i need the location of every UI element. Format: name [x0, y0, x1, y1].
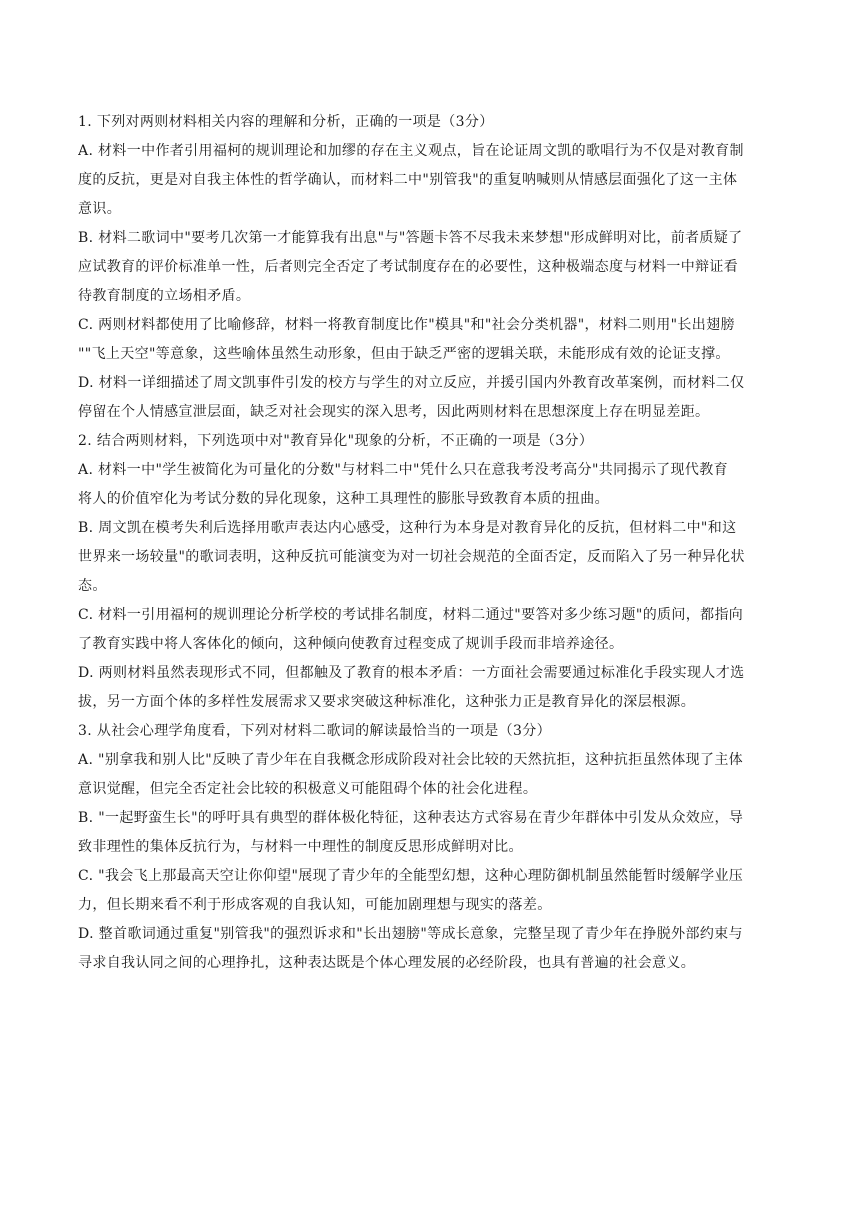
question-2-option-a	[78, 456, 784, 514]
question-1-option-a	[78, 137, 784, 224]
question-1-option-b	[78, 224, 784, 311]
option-line: D. 两则材料虽然表现形式不同，但都触及了教育的根本矛盾：一方面社会需要通过标准化手段实现人才选	[78, 665, 745, 681]
question-1-stem: 1. 下列对两则材料相关内容的理解和分析，正确的一项是（3分）	[78, 114, 494, 130]
option-line: C. 材料一引用福柯的规训理论分析学校的考试排名制度，材料二通过"要答对多少练习题"的质问，都指向	[78, 607, 744, 623]
question-3-option-b	[78, 804, 784, 862]
question-1-option-d	[78, 369, 784, 427]
question-2-option-b	[78, 514, 784, 601]
option-line: A. "别拿我和别人比"反映了青少年在自我概念形成阶段对社会比较的天然抗拒，这种抗拒虽然体现了主体	[78, 752, 744, 768]
option-line: 度的反抗，更是对自我主体性的哲学确认，而材料二中"别管我"的重复呐喊则从情感层面强化了这一主体	[78, 172, 738, 188]
option-line: A. 材料一中"学生被简化为可量化的分数"与材料二中"凭什么只在意我考没考高分"共同揭示了现代教育	[78, 462, 728, 478]
option-line: 意识。	[78, 201, 122, 217]
option-line: 应试教育的评价标准单一性，后者则完全否定了考试制度存在的必要性，这种极端态度与材料一中辩证看	[78, 259, 739, 275]
option-line: 了教育实践中将人客体化的倾向，这种倾向使教育过程变成了规训手段而非培养途径。	[78, 636, 624, 652]
option-line: 态。	[78, 578, 107, 594]
question-2-option-c	[78, 601, 784, 659]
option-line: 致非理性的集体反抗行为，与材料一中理性的制度反思形成鲜明对比。	[78, 839, 523, 855]
option-line: ""飞上天空"等意象，这些喻体虽然生动形象，但由于缺乏严密的逻辑关联，未能形成有效的论证支撑。	[78, 346, 730, 362]
option-line: 意识觉醒，但完全否定社会比较的积极意义可能阻碍个体的社会化进程。	[78, 781, 538, 797]
option-line: 将人的价值窄化为考试分数的异化现象，这种工具理性的膨胀导致教育本质的扭曲。	[78, 491, 609, 507]
option-line: D. 整首歌词通过重复"别管我"的强烈诉求和"长出翅膀"等成长意象，完整呈现了青少年在挣脱外部约束与	[78, 926, 743, 942]
option-line: A. 材料一中作者引用福柯的规训理论和加缪的存在主义观点，旨在论证周文凯的歌唱行为不仅是对教育制	[78, 143, 744, 159]
question-3-option-c	[78, 862, 784, 920]
option-line: 待教育制度的立场相矛盾。	[78, 288, 251, 304]
option-line: C. 两则材料都使用了比喻修辞，材料一将教育制度比作"模具"和"社会分类机器"，材料二则用"长出翅膀	[78, 317, 735, 333]
option-line: 停留在个人情感宣泄层面，缺乏对社会现实的深入思考，因此两则材料在思想深度上存在明显差距。	[78, 404, 710, 420]
option-line: B. 周文凯在模考失利后选择用歌声表达内心感受，这种行为本身是对教育异化的反抗，但材料二中"和这	[78, 520, 737, 536]
option-line: 世界来一场较量"的歌词表明，这种反抗可能演变为对一切社会规范的全面否定，反而陷入了另一种异化状	[78, 549, 745, 565]
question-3-option-d	[78, 920, 784, 978]
question-3-option-a	[78, 746, 784, 804]
option-line: 拔，另一方面个体的多样性发展需求又要求突破这种标准化，这种张力正是教育异化的深层根源。	[78, 694, 696, 710]
option-line: B. 材料二歌词中"要考几次第一才能算我有出息"与"答题卡答不尽我未来梦想"形成鲜明对比，前者质疑了	[78, 230, 743, 246]
question-2-stem: 2. 结合两则材料，下列选项中对"教育异化"现象的分析，不正确的一项是（3分）	[78, 433, 594, 449]
question-2-option-d	[78, 659, 784, 717]
option-line: B. "一起野蛮生长"的呼吁具有典型的群体极化特征，这种表达方式容易在青少年群体中引发从众效应，导	[78, 810, 744, 826]
option-line: D. 材料一详细描述了周文凯事件引发的校方与学生的对立反应，并援引国内外教育改革案例，而材料二仅	[78, 375, 745, 391]
question-1-option-c	[78, 311, 784, 369]
question-3-stem: 3. 从社会心理学角度看，下列对材料二歌词的解读最恰当的一项是（3分）	[78, 723, 551, 739]
option-line: 力，但长期来看不利于形成客观的自我认知，可能加剧理想与现实的落差。	[78, 897, 552, 913]
exam-page	[78, 108, 784, 978]
option-line: C. "我会飞上那最高天空让你仰望"展现了青少年的全能型幻想，这种心理防御机制虽然能暂时缓解学业压	[78, 868, 744, 884]
option-line: 寻求自我认同之间的心理挣扎，这种表达既是个体心理发展的必经阶段，也具有普遍的社会意义。	[78, 955, 696, 971]
